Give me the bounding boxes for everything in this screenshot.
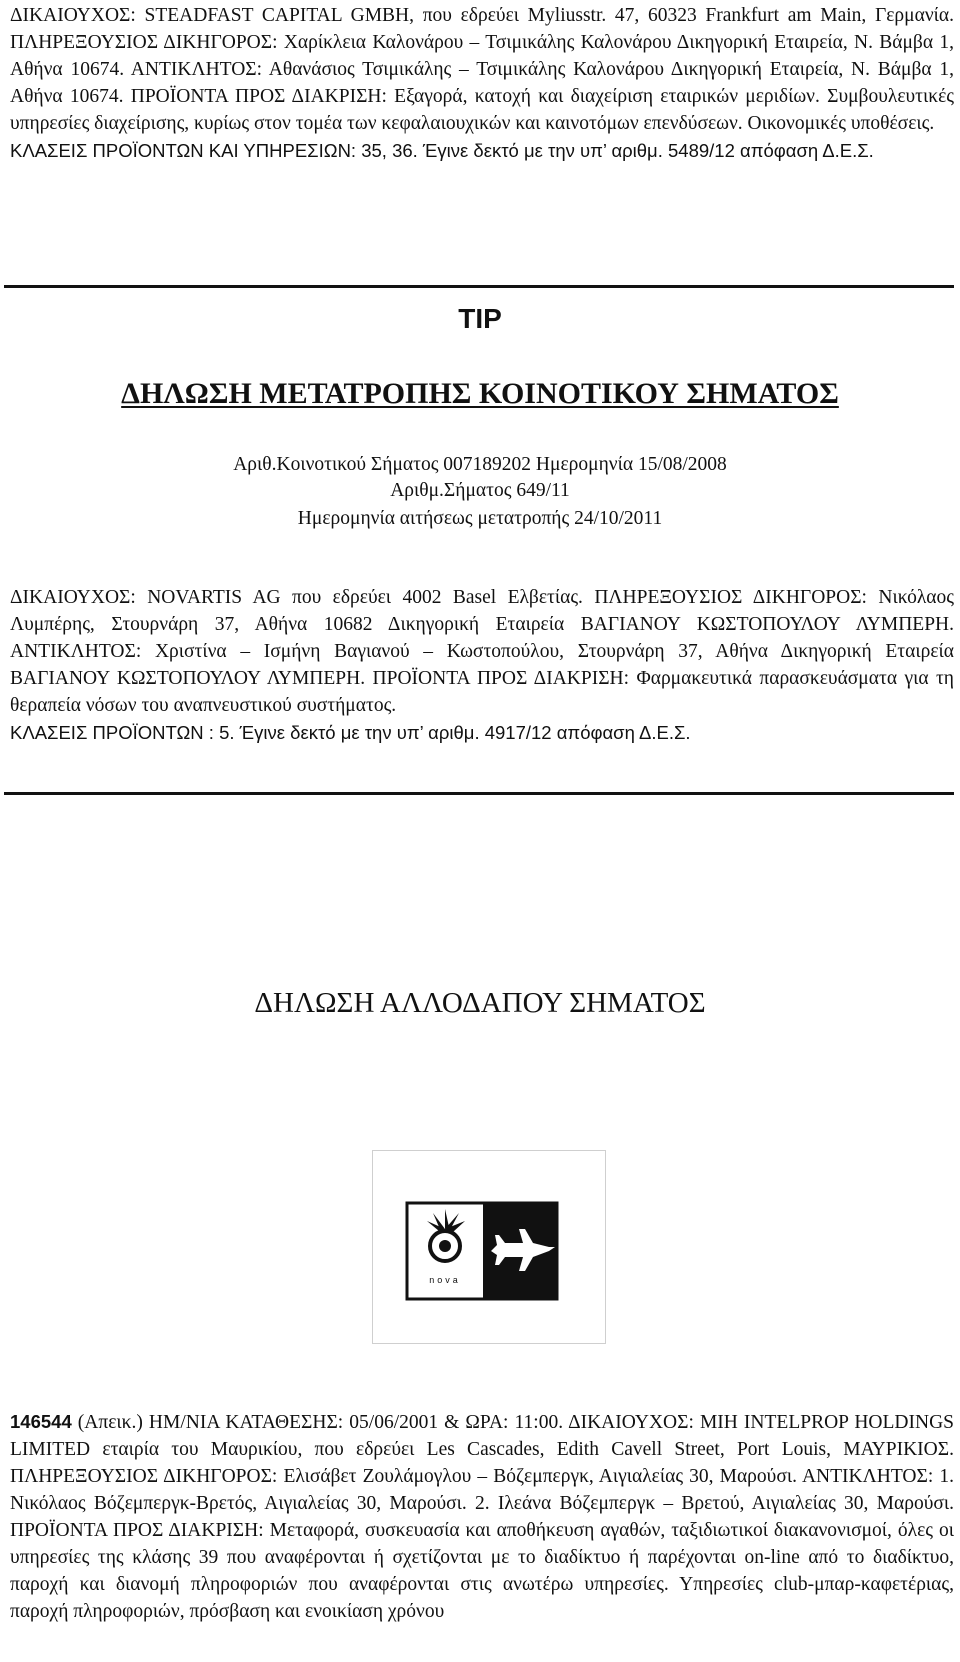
conversion-title — [0, 376, 960, 412]
logo-wordmark: nova — [429, 1275, 461, 1285]
foreign-mark-title: ΔΗΛΩΣΗ ΑΛΛΟΔΑΠΟΥ ΣΗΜΑΤΟΣ — [254, 987, 706, 1019]
community-mark-number: Αριθ.Κοινοτικού Σήματος 007189202 Ημερομηνία 15/08/2008 — [233, 454, 727, 475]
nova-logo — [373, 1151, 605, 1343]
novartis-entry-paragraph: ΔΙΚΑΙΟΥΧΟΣ: NOVARTIS AG που εδρεύει 4002 Basel Ελβετίας. ΠΛΗΡΕΞΟΥΣΙΟΣ ΔΙΚΗΓΟΡΟΣ: Νικόλαος Λυμπέρης, Στουρνάρη 37, Αθήνα 10682 Δικηγορική Εταιρεία ΒΑΓΙΑΝΟΥ ΚΩΣΤΟΠΟΥΛΟΥ ΛΥΜΠΕΡΗ. ΑΝΤΙΚΛΗΤΟΣ: Χριστίνα – Ισμήνη Βαγιανού – Κωστοπούλου, Στουρνάρη 37, Αθήνα Δικηγορική Εταιρεία ΒΑΓΙΑΝΟΥ ΚΩΣΤΟΠΟΥΛΟΥ ΛΥΜΠΕΡΗ. ΠΡΟΪΟΝΤΑ ΠΡΟΣ ΔΙΑΚΡΙΣΗ: Φαρμακευτικά παρασκευάσματα για τη θεραπεία νόσων του αναπνευστικού συστήματος. — [10, 587, 954, 716]
novartis-entry-classes: ΚΛΑΣΕΙΣ ΠΡΟΪΟΝΤΩΝ : 5. Έγινε δεκτό με την υπ’ αριθμ. 4917/12 απόφαση Δ.Ε.Σ. — [10, 722, 691, 743]
top-entry-text — [10, 2, 954, 164]
trademark-image — [372, 1150, 606, 1344]
application-number: 146544 — [10, 1411, 72, 1432]
top-entry-paragraph: ΔΙΚΑΙΟΥΧΟΣ: STEADFAST CAPITAL GMBH, που εδρεύει Myliusstr. 47, 60323 Frankfurt am Main, Γερμανία. ΠΛΗΡΕΞΟΥΣΙΟΣ ΔΙΚΗΓΟΡΟΣ: Χαρίκλεια Καλονάρου – Τσιμικάλης Καλονάρου Δικηγορική Εταιρεία, Ν. Βάμβα 1, Αθήνα 10674. ΑΝΤΙΚΛΗΤΟΣ: Αθανάσιος Τσιμικάλης – Τσιμικάλης Καλονάρου Δικηγορική Εταιρεία, Ν. Βάμβα 1, Αθήνα 10674. ΠΡΟΪΟΝΤΑ ΠΡΟΣ ΔΙΑΚΡΙΣΗ: Εξαγορά, κατοχή και διαχείριση εταιρικών μεριδίων. Συμβουλευτικές υπηρεσίες διαχείρισης, κυρίως στον τομέα των κεφαλαιουχικών και καινοτόμων επενδύσεων. Οικονομικές υποθέσεις. — [10, 5, 954, 134]
top-entry-classes: ΚΛΑΣΕΙΣ ΠΡΟΪΟΝΤΩΝ ΚΑΙ ΥΠΗΡΕΣΙΩΝ: 35, 36. Έγινε δεκτό με την υπ’ αριθμ. 5489/12 απόφαση Δ.Ε.Σ. — [10, 140, 874, 161]
entry-146544-text — [10, 1408, 954, 1625]
entry-146544-paragraph: (Απεικ.) ΗΜ/ΝΙΑ ΚΑΤΑΘΕΣΗΣ: 05/06/2001 & ΩΡΑ: 11:00. ΔΙΚΑΙΟΥΧΟΣ: MIH INTELPROP HOLDINGS LIMITED εταιρία του Μαυρικίου, που εδρεύει Les Cascades, Edith Cavell Street, Port Louis, ΜΑΥΡΙΚΙΟΣ. ΠΛΗΡΕΞΟΥΣΙΟΣ ΔΙΚΗΓΟΡΟΣ: Ελισάβετ Ζουλάμογλου – Βόζεμπεργκ, Αιγιαλείας 30, Μαρούσι. ΑΝΤΙΚΛΗΤΟΣ: 1. Νικόλαος Βόζεμπεργκ-Βρετός, Αιγιαλείας 30, Μαρούσι. 2. Ιλεάνα Βόζεμπεργκ – Βρετού, Αιγιαλείας 30, Μαρούσι. ΠΡΟΪΟΝΤΑ ΠΡΟΣ ΔΙΑΚΡΙΣΗ: Μεταφορά, συσκευασία και αποθήκευση αγαθών, ταξιδιωτικοί διακανονισμοί, όλες οι υπηρεσίες της κλάσης 39 που αναφέρονται ή σχετίζονται με το διαδίκτυο ή παρέχονται on-line από το διαδίκτυο, παροχή και διανομή πληροφοριών που αναφέρονται στις ανωτέρω υπηρεσίες. Υπηρεσίες club-μπαρ-καφετέριας, παροχή πληροφοριών, πρόσβαση και ενοικίαση χρόνου — [10, 1412, 954, 1622]
conversion-title-text: ΔΗΛΩΣΗ ΜΕΤΑΤΡΟΠΗΣ ΚΟΙΝΟΤΙΚΟΥ ΣΗΜΑΤΟΣ — [121, 377, 839, 410]
mark-number: Αριθμ.Σήματος 649/11 — [390, 480, 570, 501]
section-divider-middle — [4, 792, 954, 795]
section-code-tip: TIP — [458, 303, 502, 334]
section-divider-top — [4, 285, 954, 288]
conversion-request-date: Ημερομηνία αιτήσεως μετατροπής 24/10/2011 — [297, 508, 663, 529]
novartis-entry-text — [10, 584, 954, 746]
